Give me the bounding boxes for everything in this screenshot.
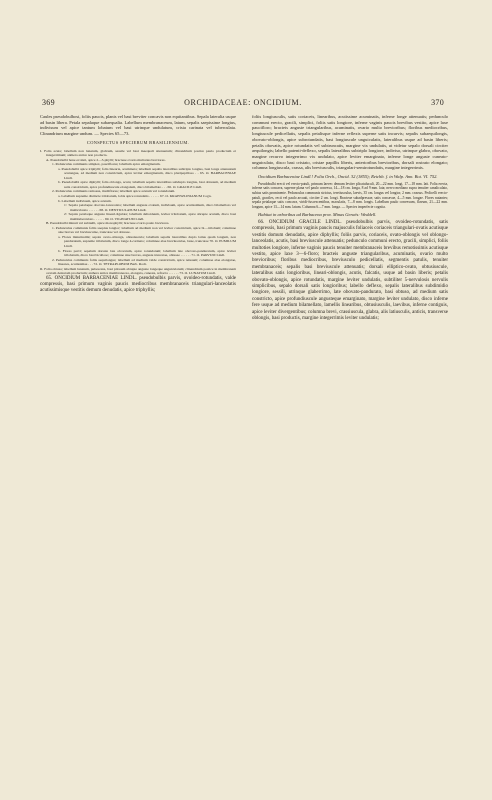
key-entry: 1'. Sepala petalaque obovato-lanceolata; labellum anguste ovatum, indivisum, apice acutissimum, disco bilamellato vel multicristato . . . . . . 68. O. DENTICULATUM Lindl. xyxy=(64,203,236,212)
key-entry: 2. Pedunculus communis ramosus, multiflorus; labellum apice acutum vel rotundatum. xyxy=(52,189,176,194)
species-65-description: 65. ONCIDIUM BARBACENIAE LINDL. pseudobulbis parvis, ovoideo-rotundatis, valde compressis, basi primum vaginis paucis mediocribus membranaceis triangulari-lanceolatis acutissimisque vestitis demum denudatis, apice triphyllis; xyxy=(40,275,236,293)
left-column xyxy=(40,114,236,754)
running-header xyxy=(42,98,444,110)
key-entry: A. Pseudobulbi bene evoluti, apice 2—3-phylli; bracteae ovario multoties breviores. xyxy=(46,157,166,162)
right-column xyxy=(252,114,448,754)
species-65-habitat: Habitat in arboribus ad Barbacena prov. Minas Geraës: Weddell. xyxy=(258,211,377,217)
page-number-left: 369 xyxy=(42,98,55,107)
key-entry: a. Flores minutissimi; sepala ovato-oblonga, obtusiuscula; labellum sepalis lateralibus duplo latius quam longum, non panduratum, supreme trilobatum, disco longe 4-carinato; columnae alae breviusculae, latae, truncatae 70. O. PUMILUM Lindl. xyxy=(58,234,236,248)
key-entry: 2'. Sepala petalaque anguste lineari-ligulata; labellum deltoideum, leviter trilobatum, apice abrupte acutum, disco basi multituberculato . . . . . . 69. O. VIGINATUM Lindl. xyxy=(64,212,236,221)
key-entry: b. Pseudobulbi apice diphylli; folia oblonga, acuta; labellum sepalis lateralibus subduplo longius, basi obtusum, ad medium satis constrictum, apice profundiuscule elongatum, disco bilamellato . . . 66. O. GRACILE Lindl. xyxy=(58,180,236,189)
species-65-measurements: Pseudobulbi erecti vel erecto-patuli, primum laevec demum leviter plicatuluculi, 20—22 mm. longi, 17—18 mm. lati. Folia erecta, inferne satis concava, superne plana vel paulo convexa, 14—18 cm. longa, 8 ad 9 mm. lata; nervo mediano supra tenuiter canaliculato, subtus satis prominente. Pedunculus communis strictus, teretiusculus, laevis, 35 cm. longus vel longior, 2 mm. crassus. Pedicelli erecto-patuli, graciles, recti vel paulo arcuati, circiter 2 cm. longi. Bracteae subadpressae, satis concavae, 4—5 mm. longae. Flores nutantes; sepala petalaque satis concava, viridi-fuscescentibus, maculatis, 7—8 mm. longis. Labellum paulo convexum, flavum, 21—22 mm. longum, apice 13—14 mm. latum. Columna 6—7 mm. longa. — Species imperfecte cognita. xyxy=(252,181,448,209)
key-entry: I. Folia acuta; labellum non lunatum, glabrum, sessile vel basi inaequali attenuatum; clinandrium postice paulo productum et integerrimum; anthera antice non producta. xyxy=(40,148,236,158)
key-entry: 1. Pedunculus communis foliis saepius longior; labellum ad medium non vel leviter constrictum, apice bi—trilobum; columnae alae breves vel breviusculae, truncatae vel obtusae. xyxy=(52,225,236,235)
key-entry: 2. Pedunculus communis foliis aequilongus; labellum ad medium valde constrictum, apice retusum; columnae alae elongatae, lineares, acutissimae . . . 72. O. TETRAPLOBUM Barb. Rodr. xyxy=(52,257,236,267)
key-entry: 1. Pedunculus communis simplex, pauciflorus; labellum apice emarginatum. xyxy=(52,162,161,167)
conspectus-heading: CONSPECTUS SPECIERUM BRASILIENSIUM. xyxy=(86,139,190,145)
species-key xyxy=(40,149,236,276)
key-entry: b. Flores parvi; sepalum dorsale late obovatum, apice rotundatum; labellum late obovato-panduratum, apice leviter trilobatum, disco basi bicalloso; columnae alae breves, anguste truncatae, obtusae . . . . . . 71. O. PARVUM Lindl. xyxy=(58,248,236,258)
running-title: ORCHIDACEAE: ONCIDIUM. xyxy=(184,98,302,107)
species-66-description: 66. ONCIDIUM GRACILE LINDL. pseudobulbis parvis, ovoideo-rotundatis, satis compressis, basi primum vaginis paucis majusculis foliaceis coriaceis triangulari-ovatis acutisque vestitis domum denudatis, apice diphyllis; foliis parvis, coriaceis, ovato-oblongis vel oblongo-lanceolatis, acutis, basi breviuscule attenuatis; pedunculo communi erecto, gracili, simplici, foliis multoties longiore, inferne vaginis paucis tenuiter membranaceis brevibus remotissimis acutisque vestito, apice laxe 3—6-floro; bracteis anguste triangularibus, acuminatis, ovario multo brevioribus; floribus mediocribus, breviusculo pedicellatis, segmentis patulis, tenuiter membranaceis; sepalis basi breviuscule attenuatis; dorsali elliptico-ovato, obtusiuscule, lateralibus satis longioribus, lineari-oblongis, acutis, falcatis, usque ad basin liberis; petalis obovato-oblongis, apice rotundatis, margine leviter undulatis, subtiliter 5-nervulosis nervulis simplicibus, sepalo dorsali satis longioribus; labello deflexo, sepalis lateralibus subdimidio longiore, sessili, utrinque glaberrimo, late obovato-pandurato, basi obtuso, ad medium satis constricto, apice profundiuscule angusteque emarginato, margine leviter undulato, disco inferne fere usque ad medium bilamellato, lamellis linearibus, obtusiusculis, laevibus, inferne contiguis, apice leviter divergentibus; columna brevi, crassiuscula, glabra, alis latiusculis, anticis, transverse oblongis, basi productis, margine integerrimis leviter undulatis; xyxy=(252,220,448,322)
key-entry: B. Pseudobulbi minuti vel subnulli, apice monophylli; bracteae ovario paulo breviores. xyxy=(46,221,170,226)
key-entry: a. Labellum supreme distincte trilobatum, lobis apice rotundatis . . . . . . 67. O. KRAENZLINIANUM Cogn. xyxy=(58,193,212,198)
species-65-citation: Oncidium Barbaceniae Lindl.! Folia Orch., Oncid. 32 (1855); Reichb. f. in Walp. Ann. Bot. VI. 752. xyxy=(258,173,438,179)
key-entry: a. Pseudobulbi apice triphylli; folia linearia, acuminata; labellum sepalis lateralibus subtriplo longius, basi longe attenuatum acutangue, ad medium non constrictum, apice leviter emarginatum, disco pluripapilloso . . 65. O. BARBACENIAE Lindl. xyxy=(58,166,236,180)
genus-section-intro: Caules pseudobulbosi, foliis paucis, planis vel basi breviter concavis non equitantibus. Sepala lateralia usque ad basin libera. Petala sepalaque subaequalia. Labellum membranaceum, latum, sepalis saepissime longius, indivisum vel apice tantum lobatum vel basi utrinque undulatum, crista carinata vel tuberculata. Clinandrium margine undum. — Species 65—73. xyxy=(40,114,236,137)
page-number-right: 370 xyxy=(431,98,444,107)
key-entry: b. Labellum indivisum, apice acutum. xyxy=(58,198,112,203)
species-65-continued: foliis longiusculis, satis coriaceis, linearibus, acutissime acuminatis, inferne longe attenuatis; pedunculo communi erecto, gracili, simplici, foliis satis longiore, inferne vaginis paucis brevibus vestito, apice laxe paucifloro; bracteis anguste triangularibus, acuminatis, ovario multo brevioribus; floribus mediocribus, longiuscule pedicellatis, sepalis petalisque inferne reflexis superne satis incurvis; sepalis subaequilongis, obovato-oblongis, apice subrotundatis, basi longiuscule unguiculatis, lateralibus usque ad basin liberis; petalis obovatis, apice rotundatis vel subtruncatis, margine vix undulatis, ut videtur sepalo dorsali circiter aequilongis; labello patenti-deflexo, sepalis lateralibus subtriplo longiore, indiviso, utrinque glabro, obovato, margine recurvo integerrimo vix undulato, apice leviter emarginato, inferne longe anguste cuneato-unguiculato, disco basi cristato, cristae papillis liberis, anterioribus brevioribus, dorsali rostrato elongato; columna longiuscula, crassa, alis breviusculis, triangulari-semirotundatis, margine integerrimis. xyxy=(252,114,448,171)
key-entry: II. Folia obtusa; labellum lunatum, pubescens, basi pilosum abrupte anguste longeque unguiculatum; clinandrium postice in membranam ovatam dentatam productum; anthera antice membranacea, elongata, cuneata, refracta . . . . . . 73. O. LUNATUM Lindl. xyxy=(40,266,236,276)
